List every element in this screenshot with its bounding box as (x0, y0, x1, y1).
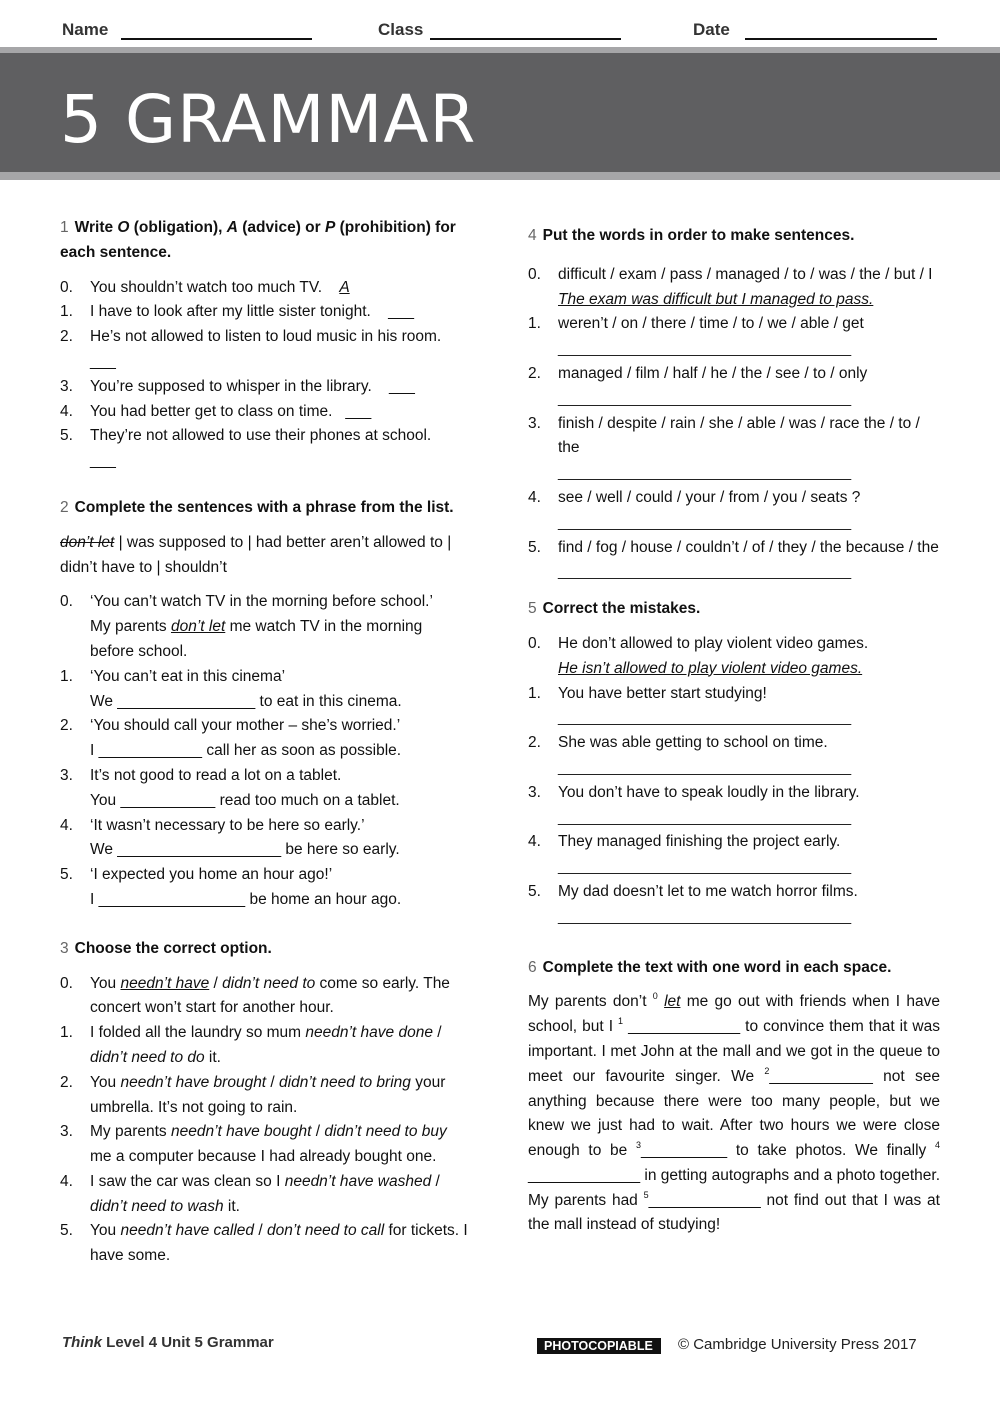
footer (0, 1334, 1000, 1358)
name-label: Name (62, 20, 109, 39)
list-item: 3. You’re supposed to whisper in the library. ___ (60, 377, 415, 395)
date-label: Date (693, 20, 730, 39)
gap-2[interactable]: ____________ (769, 1067, 873, 1085)
answer-line[interactable]: __________________________________ (558, 808, 852, 826)
exercise-3 (60, 937, 470, 1269)
header-fields (0, 14, 1000, 48)
option[interactable]: needn’t have washed (284, 1172, 432, 1190)
example-answer: don’t let (170, 618, 226, 636)
list-item: 4. I saw the car was clean so I needn’t have washed / didn’t need to wash it. (60, 1172, 440, 1215)
struck-phrase: don’t let (60, 533, 115, 551)
list-item: 3. You don’t have to speak loudly in the library. __________________________________ (528, 781, 940, 831)
footer-course: Think Level 4 Unit 5 Grammar (62, 1334, 274, 1351)
exercise-title: 1 Write O (obligation), A (advice) or P (prohibition) for each sentence. (60, 219, 456, 261)
option[interactable]: needn’t have done (305, 1024, 433, 1042)
list-item: 0. ‘You can’t watch TV in the morning before school.’ My parents don’t let me watch TV in the morning before school. (60, 593, 433, 660)
answer-line[interactable]: __________________________________ (558, 563, 852, 581)
option[interactable]: don’t need to call (266, 1222, 385, 1240)
list-item: 5. You needn’t have called / don’t need to call for tickets. I have some. (60, 1222, 468, 1265)
gap-fill-text: My parents don’t $^0$ let me go out with friends when I have school, but I $^1$ _____________ to convince them that it was important. I met John at the mall and we got in the queue to meet our favourite singer. We $^2$____________ not see anything because there were too many people, but we knew we just had to wait. After two hours we were close enough to be $^3$__________ to take photos. We finally $^4$ _____________ in getting autographs and a photo together. My parents had $^5$_____________ not find out that I was at the mall instead of studying! (528, 991, 940, 1234)
answer-blank[interactable]: ___ (388, 377, 415, 395)
list-item: 3. It’s not good to read a lot on a tablet. You ___________ read too much on a tablet. (60, 766, 400, 809)
example-answer: let (664, 993, 681, 1011)
example-answer: He isn’t allowed to play violent video games. (558, 659, 863, 677)
title-banner (0, 47, 1000, 180)
page-title: 5 GRAMMAR (60, 81, 477, 158)
list-item: 1. I have to look after my little sister tonight. ___ (60, 303, 414, 321)
list-item: 3. finish / despite / rain / she / able / was / race the / to / the __________________________________ (528, 412, 940, 486)
answer-line[interactable]: __________________________________ (558, 758, 852, 776)
option[interactable]: didn’t need to buy (324, 1123, 447, 1141)
left-column (60, 216, 470, 1269)
list-item: 4. They managed finishing the project early. __________________________________ (528, 830, 940, 880)
example-answer: The exam was difficult but I managed to pass. (558, 290, 874, 308)
list-item: 4. ‘It wasn’t necessary to be here so early.’ We ___________________ be here so early. (60, 816, 400, 859)
list-item: 1. You have better start studying! __________________________________ (528, 682, 940, 732)
list-item: 1. I folded all the laundry so mum needn’t have done / didn’t need to do it. (60, 1024, 442, 1066)
class-label: Class (378, 20, 424, 39)
list-item: 3. My parents needn’t have bought / didn’t need to buy me a computer because I had already bought one. (60, 1123, 447, 1166)
exercise-4 (528, 224, 940, 585)
list-item: 0. You shouldn’t watch too much TV. A (60, 278, 350, 296)
option[interactable]: needn’t have called (120, 1222, 255, 1240)
answer-blank[interactable]: ___ (388, 303, 414, 321)
exercise-1 (60, 216, 470, 474)
option[interactable]: didn’t need to (222, 974, 316, 992)
phrase-list: don’t let | was supposed to | had better aren’t allowed to | didn’t have to | shouldn’t (60, 533, 452, 576)
list-item: 1. weren’t / on / there / time / to / we / able / get __________________________________ (528, 312, 940, 362)
example-answer: A (339, 278, 350, 296)
option[interactable]: didn’t need to bring (279, 1073, 411, 1091)
list-item: 5. My dad doesn’t let to me watch horror films. __________________________________ (528, 880, 940, 930)
option[interactable]: needn’t have bought (170, 1123, 312, 1141)
exercise-2 (60, 496, 470, 913)
list-item: 5. They’re not allowed to use their phones at school. ___ (60, 427, 432, 470)
answer-line[interactable]: I _________________ be home an hour ago. (90, 890, 402, 908)
exercise-title: 6 Complete the text with one word in each space. (528, 958, 892, 976)
option[interactable]: needn’t have brought (120, 1073, 267, 1091)
option-selected[interactable]: needn’t have (120, 974, 210, 992)
option[interactable]: didn’t need to wash (90, 1197, 224, 1215)
gap-3[interactable]: __________ (640, 1142, 728, 1160)
name-line (121, 38, 312, 40)
answer-line[interactable]: We ________________ to eat in this cinema. (90, 692, 402, 710)
answer-line[interactable]: __________________________________ (558, 513, 852, 531)
answer-line[interactable]: You ___________ read too much on a tablet. (90, 791, 400, 809)
answer-blank[interactable]: ___ (345, 402, 372, 420)
answer-line[interactable]: __________________________________ (558, 858, 852, 876)
answer-line[interactable]: We ___________________ be here so early. (90, 841, 400, 859)
list-item: 0. You needn’t have / didn’t need to come so early. The concert won’t start for another hour. (60, 974, 450, 1017)
right-column (528, 224, 940, 1238)
answer-blank[interactable]: ___ (90, 352, 116, 370)
gap-4[interactable]: _____________ (528, 1166, 641, 1184)
answer-blank[interactable]: ___ (90, 452, 116, 470)
copyright: © Cambridge University Press 2017 (678, 1336, 917, 1353)
photocopiable-badge: PHOTOCOPIABLE (537, 1338, 661, 1354)
answer-line[interactable]: __________________________________ (558, 340, 852, 358)
answer-line[interactable]: __________________________________ (558, 907, 852, 925)
list-item: 0. He don’t allowed to play violent video games. He isn’t allowed to play violent video games. (528, 634, 869, 677)
exercise-6 (528, 956, 940, 1239)
list-item: 0. difficult / exam / pass / managed / to / was / the / but / I The exam was difficult but I managed to pass. (528, 265, 933, 308)
exercise-title: 4 Put the words in order to make sentences. (528, 227, 855, 244)
answer-line[interactable]: I ____________ call her as soon as possible. (90, 742, 402, 760)
class-line (430, 38, 621, 40)
list-item: 2. ‘You should call your mother – she’s worried.’ I ____________ call her as soon as possible. (60, 717, 402, 760)
list-item: 2. You needn’t have brought / didn’t need to bring your umbrella. It’s not going to rain. (60, 1073, 446, 1116)
answer-line[interactable]: __________________________________ (558, 709, 852, 727)
option[interactable]: didn’t need to do (90, 1048, 205, 1066)
date-line (745, 38, 937, 40)
list-item: 4. You had better get to class on time. ___ (60, 402, 372, 420)
list-item: 5. find / fog / house / couldn’t / of / they / the because / the __________________________________ (528, 536, 940, 586)
list-item: 2. He’s not allowed to listen to loud music in his room. ___ (60, 328, 442, 370)
list-item: 5. ‘I expected you home an hour ago!’ I _________________ be home an hour ago. (60, 866, 402, 908)
exercise-title: 3 Choose the correct option. (60, 939, 272, 957)
answer-line[interactable]: __________________________________ (558, 464, 852, 482)
exercise-5 (528, 597, 940, 929)
answer-line[interactable]: __________________________________ (558, 389, 852, 407)
list-item: 2. She was able getting to school on time. __________________________________ (528, 731, 940, 781)
exercise-title: 5 Correct the mistakes. (528, 600, 701, 618)
list-item: 1. ‘You can’t eat in this cinema’ We ________________ to eat in this cinema. (60, 667, 402, 710)
exercise-title: 2 Complete the sentences with a phrase from the list. (60, 498, 454, 516)
gap-5[interactable]: _____________ (648, 1191, 761, 1209)
gap-1[interactable]: _____________ (623, 1018, 741, 1036)
list-item: 4. see / well / could / your / from / you / seats ? __________________________________ (528, 486, 940, 536)
list-item: 2. managed / film / half / he / the / see / to / only __________________________________ (528, 362, 940, 412)
